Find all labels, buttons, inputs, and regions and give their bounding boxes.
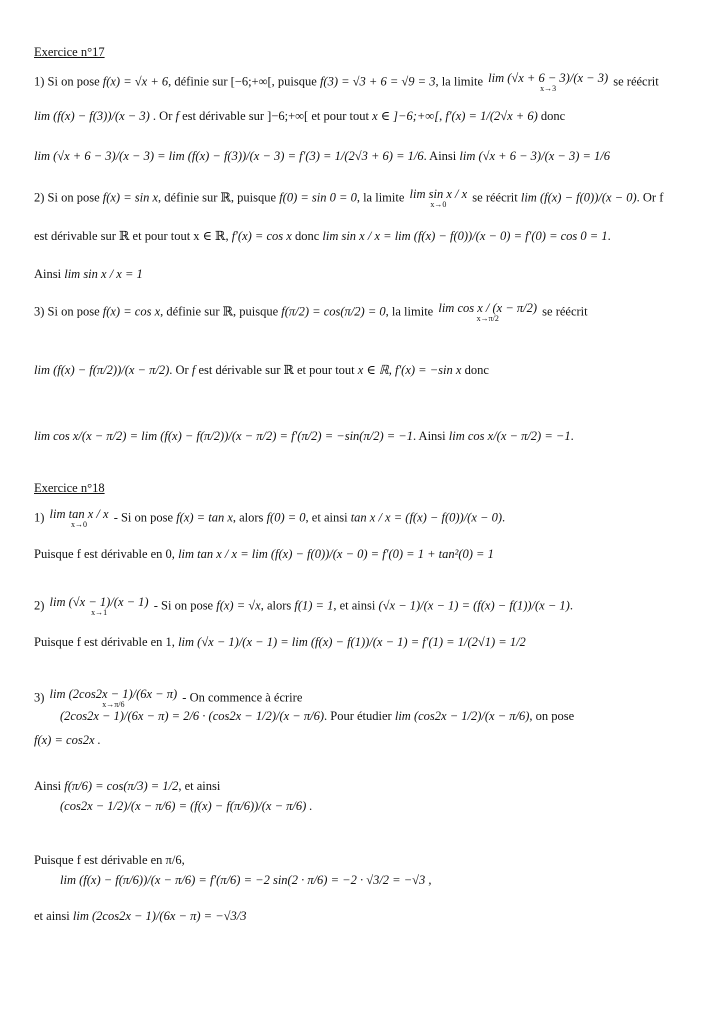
ex18-p3-line4	[34, 852, 690, 868]
formula: (2cos2x − 1)/(6x − π) = 2/6 · (cos2x − 1/2)/(x − π/6)	[60, 709, 325, 723]
limit-sub: x→3	[540, 84, 557, 93]
limit-sub: x→0	[430, 200, 447, 209]
formula: f	[175, 109, 179, 123]
text: . Ainsi	[412, 429, 446, 443]
formula: f(0) = sin 0 = 0	[279, 190, 357, 205]
text: 1)	[34, 510, 45, 525]
formula: lim sin x / x = lim (f(x) − f(0))/(x − 0) = f′(0) = cos 0 = 1	[322, 229, 608, 243]
text: - Si on pose	[153, 598, 214, 613]
ex18-p3-line2	[34, 732, 690, 748]
text: , et ainsi	[178, 779, 221, 793]
ex18-p3-line1	[34, 688, 690, 709]
text: 2) Si on pose	[34, 190, 100, 205]
text: , alors	[232, 510, 264, 525]
formula: f(x) = √x	[216, 598, 261, 613]
formula: lim (√x + 6 − 3)/(x − 3) = 1/6	[459, 149, 611, 163]
formula: lim cos x/(x − π/2) = lim (f(x) − f(π/2))/(x − π/2) = f′(π/2) = −sin(π/2) = −1	[34, 429, 413, 443]
ex17-p3-line2	[34, 362, 690, 378]
formula: (√x − 1)/(x − 1) = (f(x) − f(1))/(x − 1)	[378, 598, 570, 613]
text: 3)	[34, 690, 45, 705]
formula: f(3) = √3 + 6 = √9 = 3	[319, 74, 436, 89]
limit-sub: x→π/6	[102, 700, 125, 709]
text: 1) Si on pose	[34, 74, 100, 89]
limit	[488, 72, 608, 93]
text: , définie sur	[168, 74, 228, 89]
formula: x ∈ ]−6;+∞[	[372, 109, 440, 123]
formula: lim (f(x) − f(π/2))/(x − π/2)	[34, 363, 170, 377]
formula: f(x) = cos x	[102, 304, 161, 319]
limit-expr: lim cos x / (x − π/2)	[438, 302, 538, 315]
formula: x ∈ ℝ,	[357, 363, 392, 377]
text: , la limite	[385, 304, 434, 319]
text: , alors	[260, 598, 292, 613]
text: . Or	[169, 363, 189, 377]
text: - On commence à écrire	[182, 690, 303, 705]
text: , définie sur ℝ, puisque	[158, 190, 277, 205]
ex17-p1-line3	[34, 148, 690, 164]
limit	[50, 688, 178, 709]
exercise-17-title: Exercice n°17	[34, 45, 105, 59]
text: 3) Si on pose	[34, 304, 100, 319]
formula: lim (f(x) − f(3))/(x − 3)	[34, 109, 150, 123]
limit	[410, 188, 468, 209]
ex18-p3-line4b	[60, 872, 690, 888]
text: Puisque f est dérivable en 0,	[34, 547, 175, 561]
formula: f(x) = tan x	[176, 510, 233, 525]
limit-expr: lim (2cos2x − 1)/(6x − π)	[49, 688, 178, 701]
formula: f′(x) = −sin x	[394, 363, 462, 377]
domain: ]−6;+∞[	[267, 109, 309, 123]
text: . Ainsi	[423, 149, 457, 163]
formula: f(x) = sin x	[102, 190, 159, 205]
formula: f(1) = 1	[294, 598, 334, 613]
formula: lim (f(x) − f(π/6))/(x − π/6) = f′(π/6) = −2 sin(2 · π/6) = −2 · √3/2 = −√3 ,	[60, 873, 432, 887]
limit-sub: x→π/2	[476, 314, 499, 323]
formula: lim sin x / x = 1	[64, 267, 143, 281]
ex17-p2-line1	[34, 188, 690, 209]
ex18-p3-line1b	[60, 708, 690, 724]
exercise-18-title: Exercice n°18	[34, 481, 105, 495]
ex17-p2-line2: est dérivable sur ℝ et pour tout x ∈ ℝ, f′(x) = cos x donc lim sin x / x = lim (f(x) − f(0))/(x − 0) = f′(0) = cos 0 = 1.	[34, 229, 611, 243]
text: , et ainsi	[305, 510, 348, 525]
ex18-p2-line2	[34, 634, 690, 650]
ex17-p3-line3: lim cos x/(x − π/2) = lim (f(x) − f(π/2))/(x − π/2) = f′(π/2) = −sin(π/2) = −1. Ainsi lim cos x/(x − π/2) = −1.	[34, 429, 574, 443]
limit-expr: lim tan x / x	[49, 508, 109, 521]
domain: [−6;+∞[	[230, 74, 272, 89]
formula: f(0) = 0	[266, 510, 306, 525]
ex18-p3-line5	[34, 908, 690, 924]
text: , la limite	[356, 190, 405, 205]
formula: f	[191, 363, 196, 377]
formula: (cos2x − 1/2)/(x − π/6) = (f(x) − f(π/6))/(x − π/6) .	[60, 799, 313, 813]
formula: lim cos x/(x − π/2) = −1	[448, 429, 571, 443]
text: donc	[540, 109, 566, 123]
text: . Or f	[636, 190, 664, 205]
text: est dérivable sur ℝ et pour tout x ∈ ℝ,	[34, 229, 229, 243]
text: se réécrit	[613, 74, 659, 89]
text: , la limite	[435, 74, 484, 89]
formula: f′(x) = cos x	[231, 229, 292, 243]
text: se réécrit	[542, 304, 588, 319]
text: , puisque	[271, 74, 317, 89]
text: . Pour étudier	[324, 709, 392, 723]
formula: f′(x) = 1/(2√x + 6)	[445, 109, 538, 123]
text: est dérivable sur ℝ et pour tout	[198, 363, 355, 377]
text: Puisque f est dérivable en π/6,	[34, 853, 185, 867]
text: se réécrit	[472, 190, 518, 205]
formula: f(π/2) = cos(π/2) = 0	[281, 304, 386, 319]
formula: lim tan x / x = lim (f(x) − f(0))/(x − 0) = f′(0) = 1 + tan²(0) = 1	[178, 547, 494, 561]
ex18-p2-line1: 2) lim (√x − 1)/(x − 1) x→1 - Si on pose f(x) = √x, alors f(1) = 1, et ainsi (√x − 1)/(x − 1) = (f(x) − f(1))/(x − 1).	[34, 596, 573, 617]
ex18-p1-line2	[34, 546, 690, 562]
text: et pour tout	[311, 109, 369, 123]
formula: lim (√x + 6 − 3)/(x − 3) = lim (f(x) − f(3))/(x − 3) = f′(3) = 1/(2√3 + 6) = 1/6	[34, 149, 424, 163]
text: donc	[464, 363, 489, 377]
text: , et ainsi	[333, 598, 376, 613]
limit-expr: lim sin x / x	[409, 188, 468, 201]
ex18-p1-line1: 1) lim tan x / x x→0 - Si on pose f(x) = tan x, alors f(0) = 0, et ainsi tan x / x = (f(x) − f(0))/(x − 0).	[34, 508, 506, 529]
text: Ainsi	[34, 267, 62, 281]
limit-sub: x→0	[71, 520, 88, 529]
formula: lim (√x − 1)/(x − 1) = lim (f(x) − f(1))/(x − 1) = f′(1) = 1/(2√1) = 1/2	[178, 635, 526, 649]
formula: f(π/6) = cos(π/3) = 1/2	[64, 779, 179, 793]
ex18-p3-line3	[34, 778, 690, 794]
text: , on pose	[529, 709, 575, 723]
ex17-p3-line1	[34, 302, 690, 323]
limit-expr: lim (√x + 6 − 3)/(x − 3)	[488, 72, 609, 85]
text: - Si on pose	[113, 510, 174, 525]
text: 2)	[34, 598, 45, 613]
text: et ainsi	[34, 909, 70, 923]
formula: f(x) = cos2x .	[34, 733, 101, 747]
limit-expr: lim (√x − 1)/(x − 1)	[49, 596, 149, 609]
formula: lim (cos2x − 1/2)/(x − π/6)	[394, 709, 530, 723]
ex17-p1-line1	[34, 72, 690, 93]
formula: tan x / x = (f(x) − f(0))/(x − 0)	[350, 510, 502, 525]
limit	[438, 302, 537, 323]
text: est dérivable sur	[182, 109, 265, 123]
text: donc	[294, 229, 320, 243]
limit	[50, 508, 109, 529]
text: Puisque f est dérivable en 1,	[34, 635, 175, 649]
formula: lim (f(x) − f(0))/(x − 0)	[520, 190, 637, 205]
limit-sub: x→1	[91, 608, 108, 617]
ex17-p2-line3	[34, 266, 690, 282]
ex17-p1-line2: lim (f(x) − f(3))/(x − 3) . Or f est dérivable sur ]−6;+∞[ et pour tout x ∈ ]−6;+∞[, f′(x) = 1/(2√x + 6) donc	[34, 109, 566, 123]
limit	[50, 596, 149, 617]
ex18-p3-line3b	[60, 798, 690, 814]
formula: f(x) = √x + 6	[102, 74, 169, 89]
text: . Or	[152, 109, 173, 123]
text: , définie sur ℝ, puisque	[160, 304, 279, 319]
formula: lim (2cos2x − 1)/(6x − π) = −√3/3	[72, 909, 247, 923]
text: Ainsi	[34, 779, 62, 793]
